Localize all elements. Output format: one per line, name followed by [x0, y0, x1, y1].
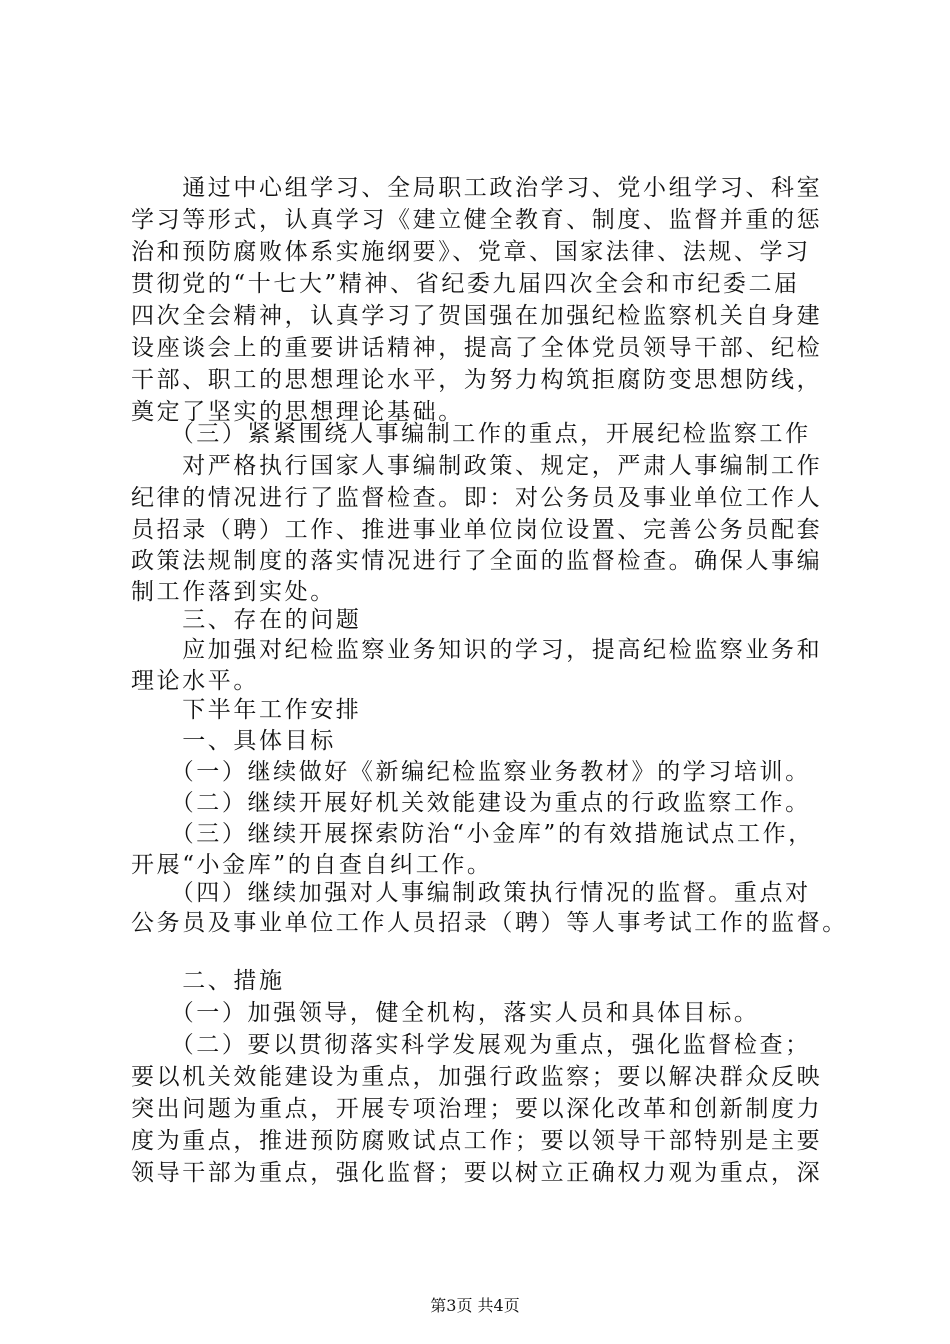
text-line: 员招录（聘）工作、推进事业单位岗位设置、完善公务员配套 — [131, 517, 823, 543]
text-line: 奠定了坚实的思想理论基础。 — [131, 399, 464, 425]
text-line: 制工作落到实处。 — [131, 579, 336, 605]
text-line: 公务员及事业单位工作人员招录（聘）等人事考试工作的监督。 — [131, 910, 848, 936]
text-line: （二）继续开展好机关效能建设为重点的行政监察工作。 — [131, 790, 811, 816]
text-line: 学习等形式，认真学习《建立健全教育、制度、监督并重的惩 — [131, 207, 823, 233]
text-line: 设座谈会上的重要讲话精神，提高了全体党员领导干部、纪检 — [131, 335, 823, 361]
text-line: （三）继续开展探索防治“小金库”的有效措施试点工作， — [131, 821, 814, 847]
text-line: 贯彻党的“十七大”精神、省纪委九届四次全会和市纪委二届 — [131, 271, 800, 297]
text-line: 对严格执行国家人事编制政策、规定，严肃人事编制工作 — [131, 453, 823, 479]
text-line: 干部、职工的思想理论水平，为努力构筑拒腐防变思想防线， — [131, 367, 823, 393]
text-line: 理论水平。 — [131, 668, 259, 694]
text-line: 突出问题为重点，开展专项治理；要以深化改革和创新制度力 — [131, 1096, 823, 1122]
text-line: 四次全会精神，认真学习了贺国强在加强纪检监察机关自身建 — [131, 303, 823, 329]
text-line: 度为重点，推进预防腐败试点工作；要以领导干部特别是主要 — [131, 1128, 823, 1154]
text-line: 治和预防腐败体系实施纲要》、党章、国家法律、法规、学习 — [131, 239, 811, 265]
section-heading: 下半年工作安排 — [131, 697, 362, 723]
text-line: 要以机关效能建设为重点，加强行政监察；要以解决群众反映 — [131, 1064, 823, 1090]
text-line: （一）加强领导，健全机构，落实人员和具体目标。 — [131, 1000, 760, 1026]
section-heading: 二、措施 — [131, 968, 285, 994]
text-line: 应加强对纪检监察业务知识的学习，提高纪检监察业务和 — [131, 637, 823, 663]
text-line: （二）要以贯彻落实科学发展观为重点，强化监督检查； — [131, 1032, 811, 1058]
text-line: 纪律的情况进行了监督检查。即：对公务员及事业单位工作人 — [131, 485, 823, 511]
section-heading: 一、具体目标 — [131, 728, 336, 754]
text-line: （四）继续加强对人事编制政策执行情况的监督。重点对 — [131, 880, 811, 906]
text-line: 政策法规制度的落实情况进行了全面的监督检查。确保人事编 — [131, 548, 823, 574]
section-heading: （三）紧紧围绕人事编制工作的重点，开展纪检监察工作 — [131, 421, 811, 447]
section-heading: 三、存在的问题 — [131, 607, 362, 633]
page-number-footer: 第3页 共4页 — [430, 1296, 520, 1315]
text-line: 开展“小金库”的自查自纠工作。 — [131, 852, 493, 878]
text-line: 通过中心组学习、全局职工政治学习、党小组学习、科室 — [131, 175, 823, 201]
text-line: （一）继续做好《新编纪检监察业务教材》的学习培训。 — [131, 759, 811, 785]
text-line: 领导干部为重点，强化监督；要以树立正确权力观为重点，深 — [131, 1160, 823, 1186]
